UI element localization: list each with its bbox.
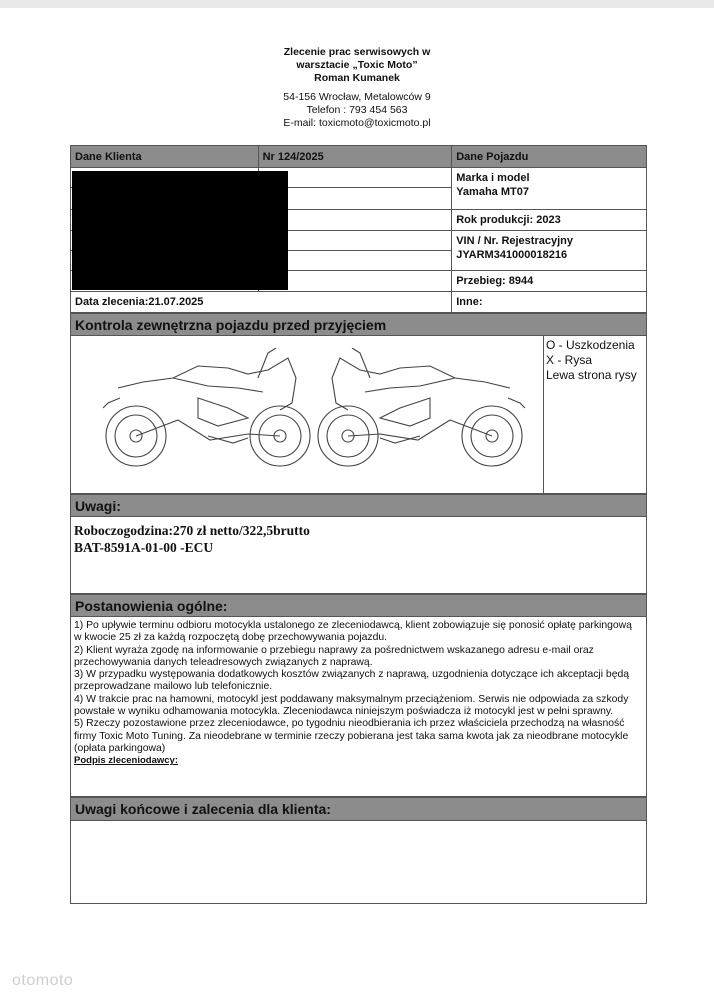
address: 54-156 Wrocław, Metalowców 9 xyxy=(283,91,431,103)
mileage: Przebieg: 8944 xyxy=(452,271,647,292)
workshop-contact xyxy=(0,91,714,130)
title-line-2: warsztacie „Toxic Moto” xyxy=(296,59,418,71)
inspection-header: Kontrola zewnętrzna pojazdu przed przyjęciem xyxy=(70,313,647,336)
make-model-value: Yamaha MT07 xyxy=(456,186,529,198)
vehicle-data-header: Dane Pojazdu xyxy=(452,146,647,168)
make-model-label: Marka i model xyxy=(456,172,530,184)
motorcycle-left-side-icon xyxy=(318,348,525,466)
legend-damage: O - Uszkodzenia xyxy=(546,338,635,352)
general-terms-text xyxy=(74,620,642,768)
term-4: 4) W trakcie prac na hamowni, motocykl jest poddawany maksymalnym przeciążeniom. Serwis nie odpowiada za szkody powstałe w wyniku odhamowania motocykla. Zleceniodawca niniejszym poświadcza iż motocykl jest w pełni sprawny. xyxy=(74,693,629,718)
phone: Telefon : 793 454 563 xyxy=(306,104,408,116)
client-signature-label: Podpis zleceniodawcy: xyxy=(74,755,178,767)
vin-value: JYARM341000018216 xyxy=(456,249,568,261)
remarks-text xyxy=(74,522,310,556)
term-3: 3) W przypadku występowania dodatkowych kosztów związanych z naprawą, uzgodnienia dotyczące ich akceptacji będą przeprowadzane mailowo lub telefonicznie. xyxy=(74,669,630,693)
top-bar xyxy=(0,0,714,8)
remarks-line-1: Roboczogodzina:270 zł netto/322,5brutto xyxy=(74,523,310,538)
client-data-header: Dane Klienta xyxy=(71,146,259,168)
remarks-header: Uwagi: xyxy=(70,494,647,517)
motorcycle-diagram xyxy=(98,348,530,478)
production-year: Rok produkcji: 2023 xyxy=(452,210,647,231)
damage-legend xyxy=(546,338,637,383)
legend-scratch: X - Rysa xyxy=(546,353,593,367)
term-1: 1) Po upływie terminu odbioru motocykla ustalonego ze zleceniodawcą, klient zobowiązuje się ponosić opłatę parkingową w kwocie 25 zł za każdą rozpoczętą dobę przechowywania pojazdu. xyxy=(74,620,632,644)
term-5: 5) Rzeczy pozostawione przez zleceniodawce, po tygodniu nieodbierania ich przez właściciela przechodzą na własność firmy Toxic Moto Tuning. Za nieodebrane w terminie rzeczy pobierana jest taka sama kwota jak za nieodbrane motocykle (opłata parkingowa) xyxy=(74,718,629,754)
title-line-3: Roman Kumanek xyxy=(314,72,400,84)
legend-left-side: Lewa strona rysy xyxy=(546,368,637,382)
general-terms-header: Postanowienia ogólne: xyxy=(70,594,647,617)
inspection-divider xyxy=(543,335,544,494)
remarks-line-2: BAT-8591A-01-00 -ECU xyxy=(74,540,214,555)
title-line-1: Zlecenie prac serwisowych w xyxy=(283,46,431,58)
redacted-client-data xyxy=(72,171,288,290)
term-2: 2) Klient wyraża zgodę na informowanie o przebiegu naprawy za pośrednictwem wskazanego adresu e-mail oraz przechowywania danych teleadresowych związanych z naprawą. xyxy=(74,644,594,668)
order-date: Data zlecenia:21.07.2025 xyxy=(71,292,452,313)
other-info: Inne: xyxy=(452,292,647,313)
make-model-cell xyxy=(452,168,647,210)
vin-label: VIN / Nr. Rejestracyjny xyxy=(456,235,573,247)
motorcycle-right-side-icon xyxy=(103,348,310,466)
final-remarks-area xyxy=(70,820,647,904)
email: E-mail: toxicmoto@toxicmoto.pl xyxy=(283,117,431,129)
order-number: Nr 124/2025 xyxy=(258,146,452,168)
workshop-title xyxy=(0,46,714,85)
final-remarks-header: Uwagi końcowe i zalecenia dla klienta: xyxy=(70,797,647,821)
vin-cell xyxy=(452,231,647,271)
watermark: otomoto xyxy=(12,972,74,989)
